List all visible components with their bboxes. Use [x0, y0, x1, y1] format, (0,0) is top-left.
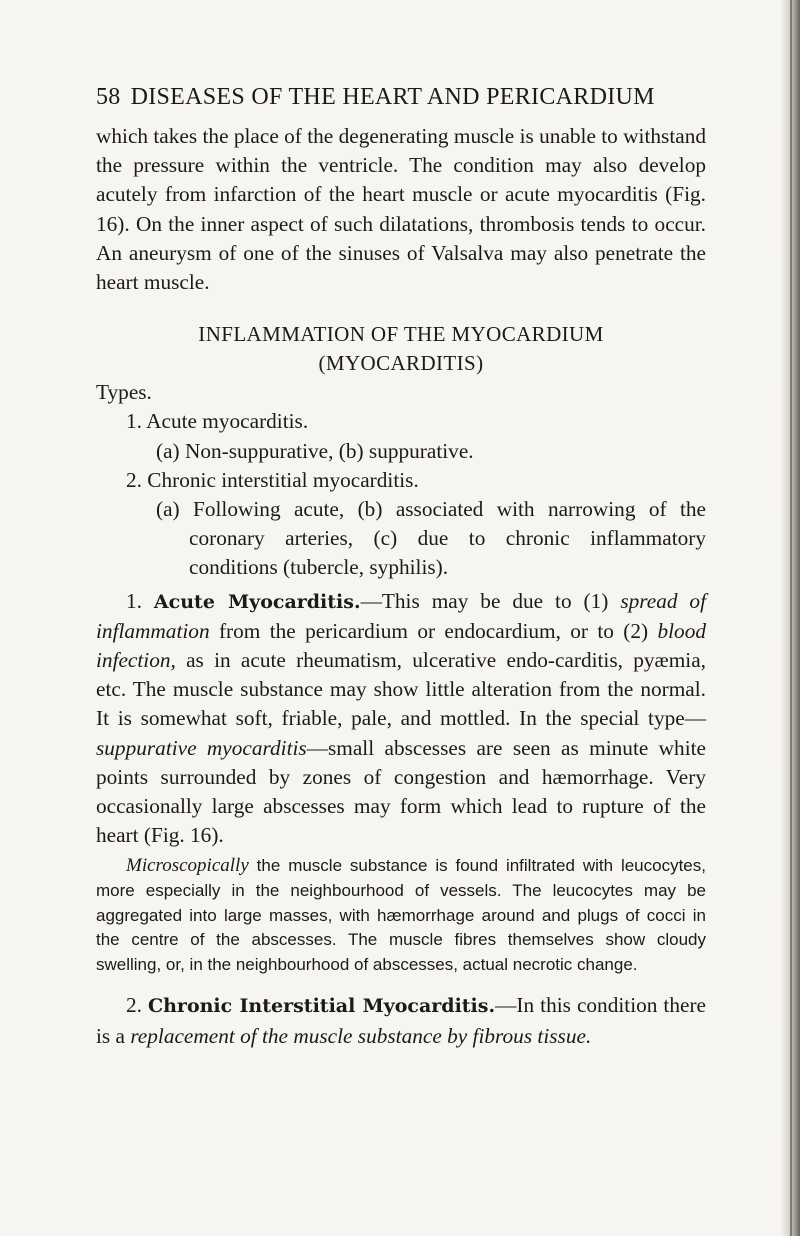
- body-text: from the pericardium or endocardium, or to (2): [209, 618, 658, 643]
- types-item-2: 2. Chronic interstitial myocarditis.: [126, 467, 419, 492]
- sub-text: associated with narrowing of the coronary arteries,: [189, 497, 706, 551]
- sub-mark-a: (a): [156, 497, 180, 522]
- section-number: 2.: [126, 993, 148, 1018]
- body-text: —In this condition there is a: [96, 993, 706, 1048]
- types-item-2-sub: [96, 495, 706, 583]
- sub-text: due to chronic inflammatory conditions (tubercle, syphilis).: [189, 526, 707, 580]
- section-number: 1.: [126, 588, 154, 613]
- body-text: —small abscesses are seen as minute white points surrounded by zones of congestion and hæmorrhage. Very occasionally large abscesses may form which lead to rupture of the heart (Fig. 16).: [96, 735, 706, 848]
- types-label: Types.: [96, 380, 152, 405]
- running-header: [96, 84, 736, 111]
- page-edge-line: [790, 0, 792, 1236]
- emphasis-text: suppurative myocarditis: [96, 735, 307, 760]
- microscopic-paragraph: [96, 854, 706, 977]
- page-body: [96, 122, 706, 1051]
- sub-text: Following acute,: [179, 497, 358, 522]
- intro-paragraph: which takes the place of the degenerating muscle is unable to withstand the pressure within the ventricle. The condition may also develop acutely from infarction of the heart muscle or acute myocarditis (Fig. 16). On the inner aspect of such dilatations, thrombosis tends to occur. An aneurysm of one of the sinuses of Valsalva may also penetrate the heart muscle.: [96, 124, 706, 295]
- acute-heading: Acute Myocarditis.: [153, 590, 361, 613]
- sub-text: Non-suppurative,: [179, 438, 339, 463]
- sub-text: suppurative.: [363, 438, 474, 463]
- sub-mark-b: (b): [338, 438, 364, 463]
- body-text: as in acute rheumatism, ulcerative endo-carditis, pyæmia, etc. The muscle substance may show little alteration from the normal. It is somewhat soft, friable, pale, and mottled. In the special type—: [96, 648, 706, 731]
- microscopic-lead: Microscopically: [126, 855, 249, 877]
- acute-myocarditis-paragraph: [96, 587, 706, 851]
- types-item-1: 1. Acute myocarditis.: [126, 409, 309, 434]
- sub-mark-c: (c): [373, 526, 398, 551]
- body-text: —This may be due to (1): [360, 588, 621, 613]
- emphasis-text: replacement of the muscle substance by fibrous tissue.: [130, 1023, 592, 1048]
- sub-mark-a: (a): [156, 438, 180, 463]
- chronic-heading: Chronic Interstitial Myocarditis.: [148, 995, 496, 1018]
- types-item-1-sub: [96, 437, 706, 466]
- section-title: INFLAMMATION OF THE MYOCARDIUM: [198, 322, 604, 347]
- body-text: the muscle substance is found infiltrated with leucocytes, more especially in the neighbourhood of vessels. The leucocytes may be aggregated into large masses, with hæmorrhage around and plugs of cocci in the centre of the abscesses. The muscle fibres themselves show cloudy swelling, or, in the neighbourhood of abscesses, actual necrotic change.: [96, 856, 706, 974]
- chronic-myocarditis-paragraph: [96, 991, 706, 1050]
- page-number: 58: [96, 84, 121, 110]
- section-subtitle: (MYOCARDITIS): [318, 351, 484, 376]
- running-title: DISEASES OF THE HEART AND PERICARDIUM: [130, 84, 655, 110]
- emphasis-text: spread of inflammation: [96, 588, 706, 643]
- emphasis-text: blood infection,: [96, 618, 706, 673]
- sub-mark-b: (b): [357, 497, 383, 522]
